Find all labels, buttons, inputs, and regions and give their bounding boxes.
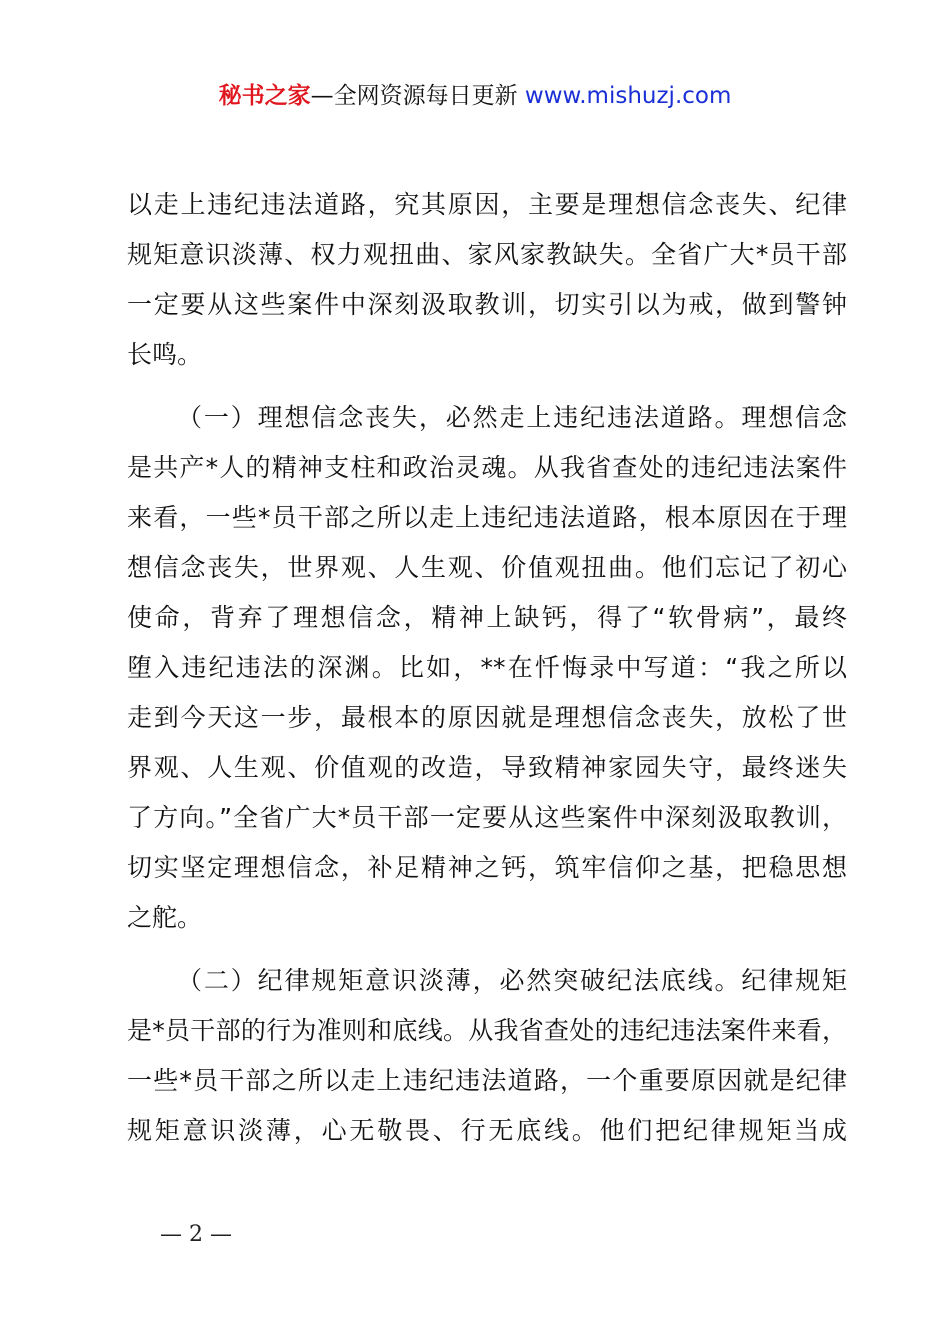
text-line: 规矩意识淡薄，心无敬畏、行无底线。他们把纪律规矩当成 [127,1116,847,1145]
text-line: 是*员干部的行为准则和底线。从我省查处的违纪违法案件来看， [127,1016,847,1045]
text-line: 了方向。”全省广大*员干部一定要从这些案件中深刻汲取教训， [127,803,847,832]
text-line: 以走上违纪违法道路，究其原因，主要是理想信念丧失、纪律 [127,190,847,219]
page-number: — 2 — [160,1222,232,1247]
text-line: 界观、人生观、价值观的改造，导致精神家园失守，最终迷失 [127,753,847,782]
document-body [127,180,847,1156]
text-line: （二）纪律规矩意识淡薄，必然突破纪法底线。纪律规矩 [177,966,847,995]
header-url-link[interactable]: www.mishuzj.com [524,83,732,109]
text-line: 堕入违纪违法的深渊。比如，**在忏悔录中写道：“我之所以 [127,653,847,682]
text-line: 来看，一些*员干部之所以走上违纪违法道路，根本原因在于理 [127,503,847,532]
text-line: （一）理想信念丧失，必然走上违纪违法道路。理想信念 [177,403,847,432]
text-line: 之舵。 [127,903,203,932]
text-line: 切实坚定理想信念，补足精神之钙，筑牢信仰之基，把稳思想 [127,853,847,882]
text-line: 长鸣。 [127,340,203,369]
paragraph-continuation [127,180,847,380]
paragraph-section-one [127,393,847,943]
text-line: 走到今天这一步，最根本的原因就是理想信念丧失，放松了世 [127,703,847,732]
paragraph-section-two [127,956,847,1156]
header-tagline: —全网资源每日更新 [310,83,518,109]
text-line: 想信念丧失，世界观、人生观、价值观扭曲。他们忘记了初心 [127,553,847,582]
text-line: 使命，背弃了理想信念，精神上缺钙，得了“软骨病”，最终 [127,603,847,632]
text-line: 一定要从这些案件中深刻汲取教训，切实引以为戒，做到警钟 [127,290,847,319]
text-line: 一些*员干部之所以走上违纪违法道路，一个重要原因就是纪律 [127,1066,847,1095]
text-line: 规矩意识淡薄、权力观扭曲、家风家教缺失。全省广大*员干部 [127,240,847,269]
text-line: 是共产*人的精神支柱和政治灵魂。从我省查处的违纪违法案件 [127,453,847,482]
brand-name: 秘书之家 [218,83,311,109]
page-header [0,80,950,112]
